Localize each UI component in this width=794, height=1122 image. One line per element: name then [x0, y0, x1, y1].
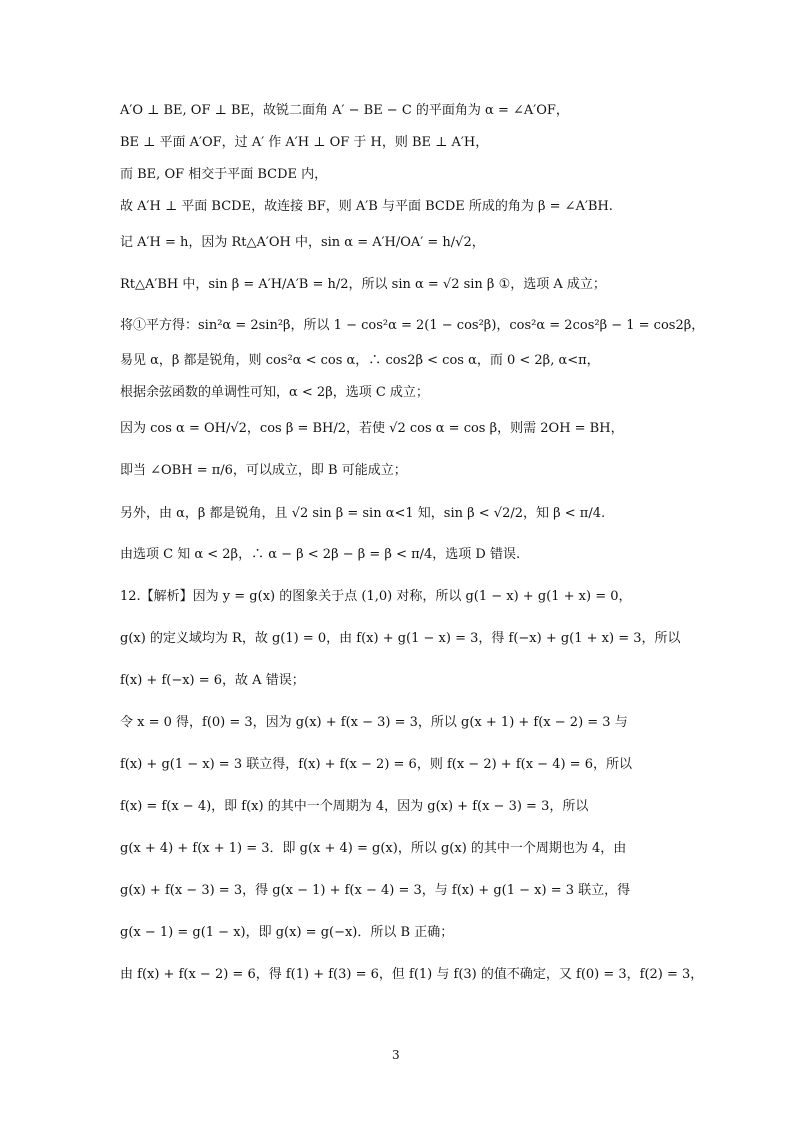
text-line: 由选项 C 知 α < 2β，∴ α − β < 2β − β = β < π/4，选项 D 错误.: [120, 547, 521, 562]
text-line: 12.【解析】因为 y = g(x) 的图象关于点 (1,0) 对称，所以 g(1 − x) + g(1 + x) = 0，: [120, 589, 632, 604]
text-line: A′O ⊥ BE, OF ⊥ BE，故锐二面角 A′ − BE − C 的平面角为 α = ∠A′OF，: [120, 103, 569, 118]
text-line: 而 BE, OF 相交于平面 BCDE 内，: [120, 167, 328, 182]
text-line: 另外，由 α，β 都是锐角，且 √2 sin β = sin α<1 知，sin β < √2/2，知 β < π/4.: [120, 506, 606, 521]
text-line: 故 A′H ⊥ 平面 BCDE，故连接 BF，则 A′B 与平面 BCDE 所成的角为 β = ∠A′BH.: [120, 199, 613, 214]
text-line: Rt△A′BH 中，sin β = A′H/A′B = h/2，所以 sin α = √2 sin β ①，选项 A 成立；: [120, 277, 606, 292]
text-line: g(x) 的定义域均为 R，故 g(1) = 0，由 f(x) + g(1 − x) = 3，得 f(−x) + g(1 + x) = 3，所以: [120, 631, 681, 646]
text-line: BE ⊥ 平面 A′OF，过 A′ 作 A′H ⊥ OF 于 H，则 BE ⊥ A′H，: [120, 135, 489, 150]
text-line: 易见 α，β 都是锐角，则 cos²α < cos α，∴ cos2β < cos α，而 0 < 2β, α<π，: [120, 353, 600, 368]
text-line: g(x + 4) + f(x + 1) = 3．即 g(x + 4) = g(x)，所以 g(x) 的其中一个周期也为 4，由: [120, 841, 627, 856]
text-line: 因为 cos α = OH/√2，cos β = BH/2，若使 √2 cos α = cos β，则需 2OH = BH，: [120, 421, 624, 436]
text-line: 由 f(x) + f(x − 2) = 6，得 f(1) + f(3) = 6，但 f(1) 与 f(3) 的值不确定，又 f(0) = 3，f(2) = 3，: [120, 967, 704, 982]
text-line: f(x) + g(1 − x) = 3 联立得，f(x) + f(x − 2) = 6，则 f(x − 2) + f(x − 4) = 6，所以: [120, 757, 632, 772]
text-line: 将①平方得：sin²α = 2sin²β，所以 1 − cos²α = 2(1 − cos²β)，cos²α = 2cos²β − 1 = cos2β，: [120, 318, 705, 333]
text-line: 即当 ∠OBH = π/6，可以成立，即 B 可能成立；: [120, 463, 407, 478]
text-line: f(x) = f(x − 4)，即 f(x) 的其中一个周期为 4，因为 g(x) + f(x − 3) = 3，所以: [120, 799, 589, 814]
text-line: 根据余弦函数的单调性可知，α < 2β，选项 C 成立；: [120, 385, 429, 400]
page-number: 3: [392, 1048, 400, 1062]
text-line: g(x − 1) = g(1 − x)，即 g(x) = g(−x)．所以 B 正确；: [120, 925, 454, 940]
text-line: 令 x = 0 得，f(0) = 3，因为 g(x) + f(x − 3) = 3，所以 g(x + 1) + f(x − 2) = 3 与: [120, 715, 628, 730]
text-line: g(x) + f(x − 3) = 3，得 g(x − 1) + f(x − 4) = 3，与 f(x) + g(1 − x) = 3 联立，得: [120, 883, 631, 898]
text-line: 记 A′H = h，因为 Rt△A′OH 中，sin α = A′H/OA′ = h/√2，: [120, 235, 485, 250]
text-line: f(x) + f(−x) = 6，故 A 错误；: [120, 673, 305, 688]
